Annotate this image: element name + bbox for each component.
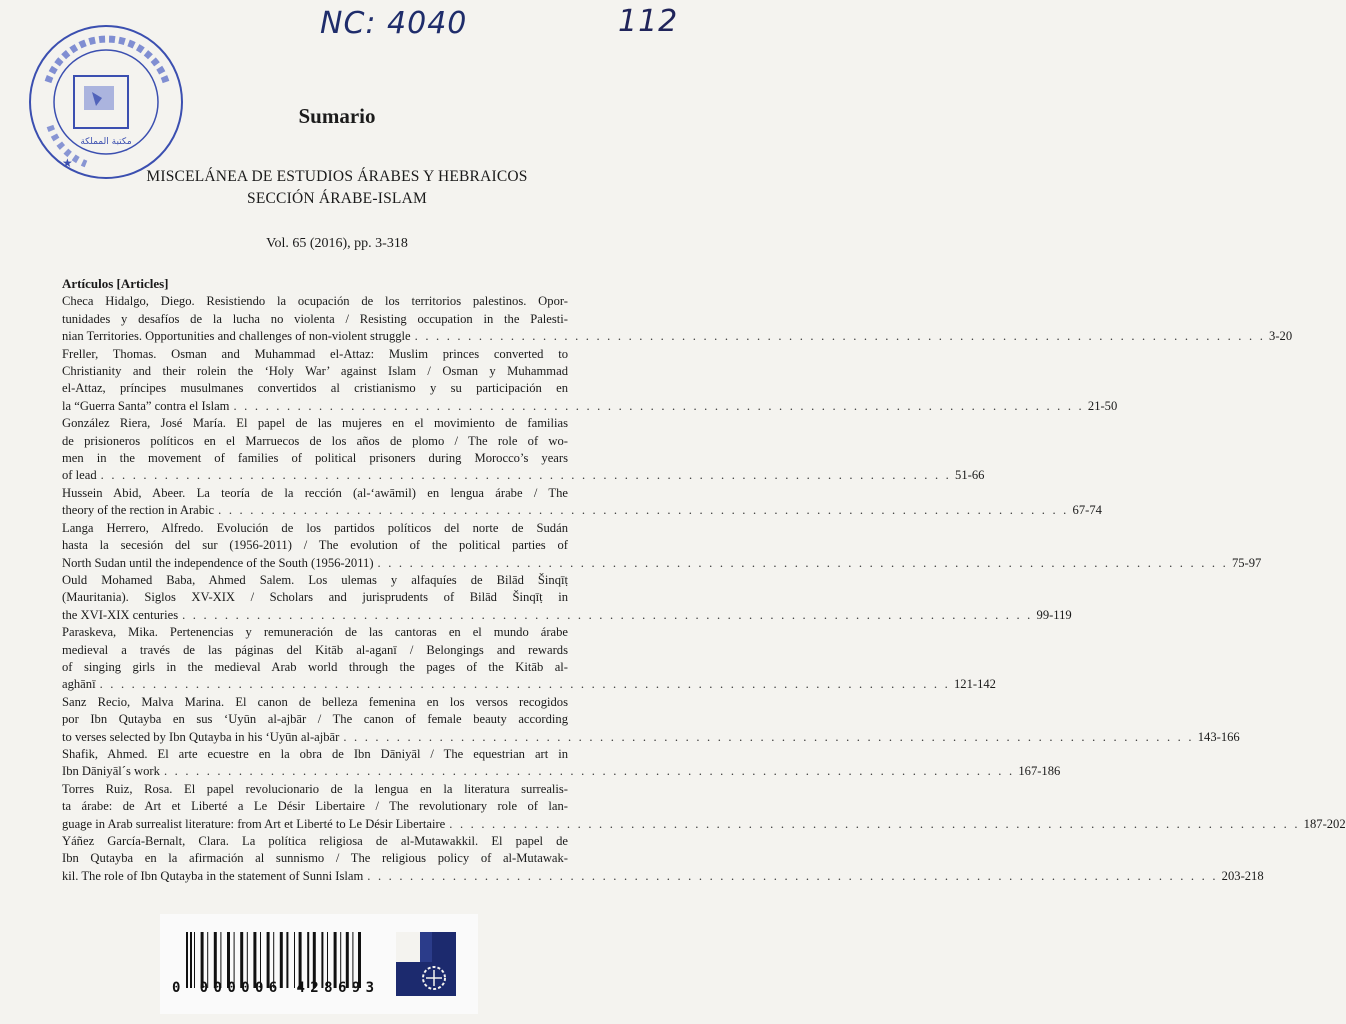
article-text-line: medieval a través de las páginas del Kitāb al-aganī / Belongings and rewards xyxy=(62,642,568,657)
article-entry xyxy=(62,346,1118,416)
table-of-contents xyxy=(62,275,1346,885)
article-text-line: Hussein Abid, Abeer. La teoría de la rección (al-‘awāmil) en lengua árabe / The xyxy=(62,485,568,500)
article-text-line: de prisioneros políticos en el Marruecos de los años de plomo / The role of wo- xyxy=(62,433,568,448)
article-list xyxy=(62,293,1346,885)
article-pages: 67-74 xyxy=(1072,503,1102,518)
article-entry xyxy=(62,415,985,485)
article-text-line: Christianity and their rolein the ‘Holy War’ against Islam / Osman y Muhammad xyxy=(62,364,568,379)
article-last-line xyxy=(62,763,1061,780)
article-last-line xyxy=(62,467,985,484)
article-entry xyxy=(62,694,1240,746)
article-text-line: to verses selected by Ibn Qutayba in his ‘Uyūn al-ajbār xyxy=(62,729,340,744)
dot-leader: . . . . . . . . . . . . . . . . . . . . . . . . . . . . . . . . . . . . . . . . . . . . . . . . . . . . . . . . . . . . . . . . . . . . . . . . . . . . . . . . xyxy=(218,503,1069,518)
volume-info: Vol. 65 (2016), pp. 3-318 xyxy=(266,236,408,251)
article-entry xyxy=(62,624,996,694)
dot-leader: . . . . . . . . . . . . . . . . . . . . . . . . . . . . . . . . . . . . . . . . . . . . . . . . . . . . . . . . . . . . . . . . . . . . . . . . . . . . . . . . xyxy=(367,868,1218,883)
dot-leader: . . . . . . . . . . . . . . . . . . . . . . . . . . . . . . . . . . . . . . . . . . . . . . . . . . . . . . . . . . . . . . . . . . . . . . . . . . . . . . . . xyxy=(343,729,1194,744)
article-pages: 143-166 xyxy=(1197,729,1240,744)
dot-leader: . . . . . . . . . . . . . . . . . . . . . . . . . . . . . . . . . . . . . . . . . . . . . . . . . . . . . . . . . . . . . . . . . . . . . . . . . . . . . . . . xyxy=(233,398,1084,413)
article-text-line: Freller, Thomas. Osman and Muhammad el-Attaz: Muslim princes converted to xyxy=(62,346,568,361)
article-text-line: Shafik, Ahmed. El arte ecuestre en la obra de Ibn Dāniyāl / The equestrian art in xyxy=(62,746,568,761)
article-entry xyxy=(62,572,1072,624)
article-text-line: nian Territories. Opportunities and challenges of non-violent struggle xyxy=(62,329,411,344)
article-text-line: Ibn Qutayba en la afirmación al sunnismo / The religious policy of al-Mutawak- xyxy=(62,851,568,866)
article-pages: 187-202 xyxy=(1303,816,1346,831)
dot-leader: . . . . . . . . . . . . . . . . . . . . . . . . . . . . . . . . . . . . . . . . . . . . . . . . . . . . . . . . . . . . . . . . . . . . . . . . . . . . . . . . xyxy=(99,677,950,692)
article-text-line: North Sudan until the independence of the South (1956-2011) xyxy=(62,555,374,570)
journal-name-line1: MISCELÁNEA DE ESTUDIOS ÁRABES Y HEBRAICOS xyxy=(146,168,528,185)
article-pages: 203-218 xyxy=(1221,868,1264,883)
library-stamp xyxy=(26,22,186,182)
article-entry xyxy=(62,520,1262,572)
article-pages: 121-142 xyxy=(953,677,996,692)
dot-leader: . . . . . . . . . . . . . . . . . . . . . . . . . . . . . . . . . . . . . . . . . . . . . . . . . . . . . . . . . . . . . . . . . . . . . . . . . . . . . . . . xyxy=(414,329,1266,344)
article-pages: 99-119 xyxy=(1036,607,1072,622)
article-text-line: kil. The role of Ibn Qutayba in the statement of Sunni Islam xyxy=(62,868,364,883)
article-pages: 75-97 xyxy=(1231,555,1262,570)
article-pages: 3-20 xyxy=(1269,329,1293,344)
article-text-line: Checa Hidalgo, Diego. Resistiendo la ocupación de los territorios palestinos. Opor- xyxy=(62,294,568,309)
article-text-line: theory of the rection in Arabic xyxy=(62,503,215,518)
article-text-line: Ould Mohamed Baba, Ahmed Salem. Los ulemas y alfaquíes de Bilād Šinqīṭ xyxy=(62,572,568,587)
article-text-line: el-Attaz, príncipes musulmanes convertidos al cristianismo y su participación en xyxy=(62,381,568,396)
article-text-line: the XVI-XIX centuries xyxy=(62,607,179,622)
library-logo xyxy=(396,932,456,996)
article-text-line: aghānī xyxy=(62,677,96,692)
barcode-digits: 0 000006 428693 xyxy=(172,980,380,996)
dot-leader: . . . . . . . . . . . . . . . . . . . . . . . . . . . . . . . . . . . . . . . . . . . . . . . . . . . . . . . . . . . . . . . . . . . . . . . . . . . . . . . . xyxy=(100,468,952,483)
article-text-line: por Ibn Qutayba en sus ‘Uyūn al-ajbār / The canon of female beauty according xyxy=(62,712,568,727)
article-last-line xyxy=(62,607,1072,624)
article-text-line: Paraskeva, Mika. Pertenencias y remuneración de las cantoras en el mundo árabe xyxy=(62,625,568,640)
dot-leader: . . . . . . . . . . . . . . . . . . . . . . . . . . . . . . . . . . . . . . . . . . . . . . . . . . . . . . . . . . . . . . . . . . . . . . . . . . . . . . . . xyxy=(449,816,1300,831)
article-last-line xyxy=(62,555,1262,572)
journal-name xyxy=(0,166,674,210)
article-text-line: of lead xyxy=(62,468,97,483)
section-heading: Artículos [Articles] xyxy=(62,276,169,291)
article-entry xyxy=(62,485,1102,520)
article-text-line: la “Guerra Santa” contra el Islam xyxy=(62,398,230,413)
article-pages: 51-66 xyxy=(955,468,985,483)
article-pages: 167-186 xyxy=(1018,764,1061,779)
article-text-line: hasta la secesión del sur (1956-2011) / The evolution of the political parties of xyxy=(62,538,568,553)
article-text-line: González Riera, José María. El papel de las mujeres en el movimiento de familias xyxy=(62,416,568,431)
article-text-line: guage in Arab surrealist literature: from Art et Liberté to Le Désir Libertaire xyxy=(62,816,446,831)
article-pages: 21-50 xyxy=(1087,398,1118,413)
article-text-line: of singing girls in the medieval Arab world through the pages of the Kitāb al- xyxy=(62,659,568,674)
article-last-line xyxy=(62,676,996,693)
article-last-line xyxy=(62,729,1240,746)
page-title: Sumario xyxy=(298,104,376,128)
article-entry xyxy=(62,293,1293,345)
stamp-star: ★ xyxy=(62,156,73,170)
article-text-line: (Mauritania). Siglos XV-XIX / Scholars and jurisprudents of Bilād Šinqīṭ in xyxy=(62,590,568,605)
dot-leader: . . . . . . . . . . . . . . . . . . . . . . . . . . . . . . . . . . . . . . . . . . . . . . . . . . . . . . . . . . . . . . . . . . . . . . . . . . . . . . . . xyxy=(377,555,1228,570)
dot-leader: . . . . . . . . . . . . . . . . . . . . . . . . . . . . . . . . . . . . . . . . . . . . . . . . . . . . . . . . . . . . . . . . . . . . . . . . . . . . . . . . xyxy=(182,607,1033,622)
handwritten-register-number: NC: 4040 xyxy=(320,6,468,41)
article-entry xyxy=(62,746,1061,781)
article-text-line: Langa Herrero, Alfredo. Evolución de los partidos políticos del norte de Sudán xyxy=(62,520,568,535)
dot-leader: . . . . . . . . . . . . . . . . . . . . . . . . . . . . . . . . . . . . . . . . . . . . . . . . . . . . . . . . . . . . . . . . . . . . . . . . . . . . . . . . xyxy=(163,764,1015,779)
journal-name-line2: SECCIÓN ÁRABE-ISLAM xyxy=(247,190,427,207)
article-entry xyxy=(62,781,1346,833)
article-last-line xyxy=(62,502,1102,519)
stamp-inner-text: مكتبة المملكة xyxy=(80,137,132,147)
article-entry xyxy=(62,833,1264,885)
article-last-line xyxy=(62,816,1346,833)
article-text-line: Torres Ruiz, Rosa. El papel revolucionario de la lengua en la literatura surrealis- xyxy=(62,781,568,796)
article-text-line: men in the movement of families of political prisoners during Morocco’s years xyxy=(62,451,568,466)
article-text-line: tunidades y desafíos de la lucha no violenta / Resisting occupation in the Palesti- xyxy=(62,311,568,326)
article-text-line: ta árabe: de Art et Liberté a Le Désir Libertaire / The revolutionary role of lan- xyxy=(62,799,568,814)
article-text-line: Sanz Recio, Malva Marina. El canon de belleza femenina en los versos recogidos xyxy=(62,694,568,709)
article-text-line: Yáñez García-Bernalt, Clara. La política religiosa de al-Mutawakkil. El papel de xyxy=(62,834,568,848)
article-last-line xyxy=(62,868,1264,885)
article-last-line xyxy=(62,398,1118,415)
handwritten-page-mark: 112 xyxy=(618,4,679,39)
article-text-line: Ibn Dāniyāl´s work xyxy=(62,764,160,779)
article-last-line xyxy=(62,328,1293,345)
